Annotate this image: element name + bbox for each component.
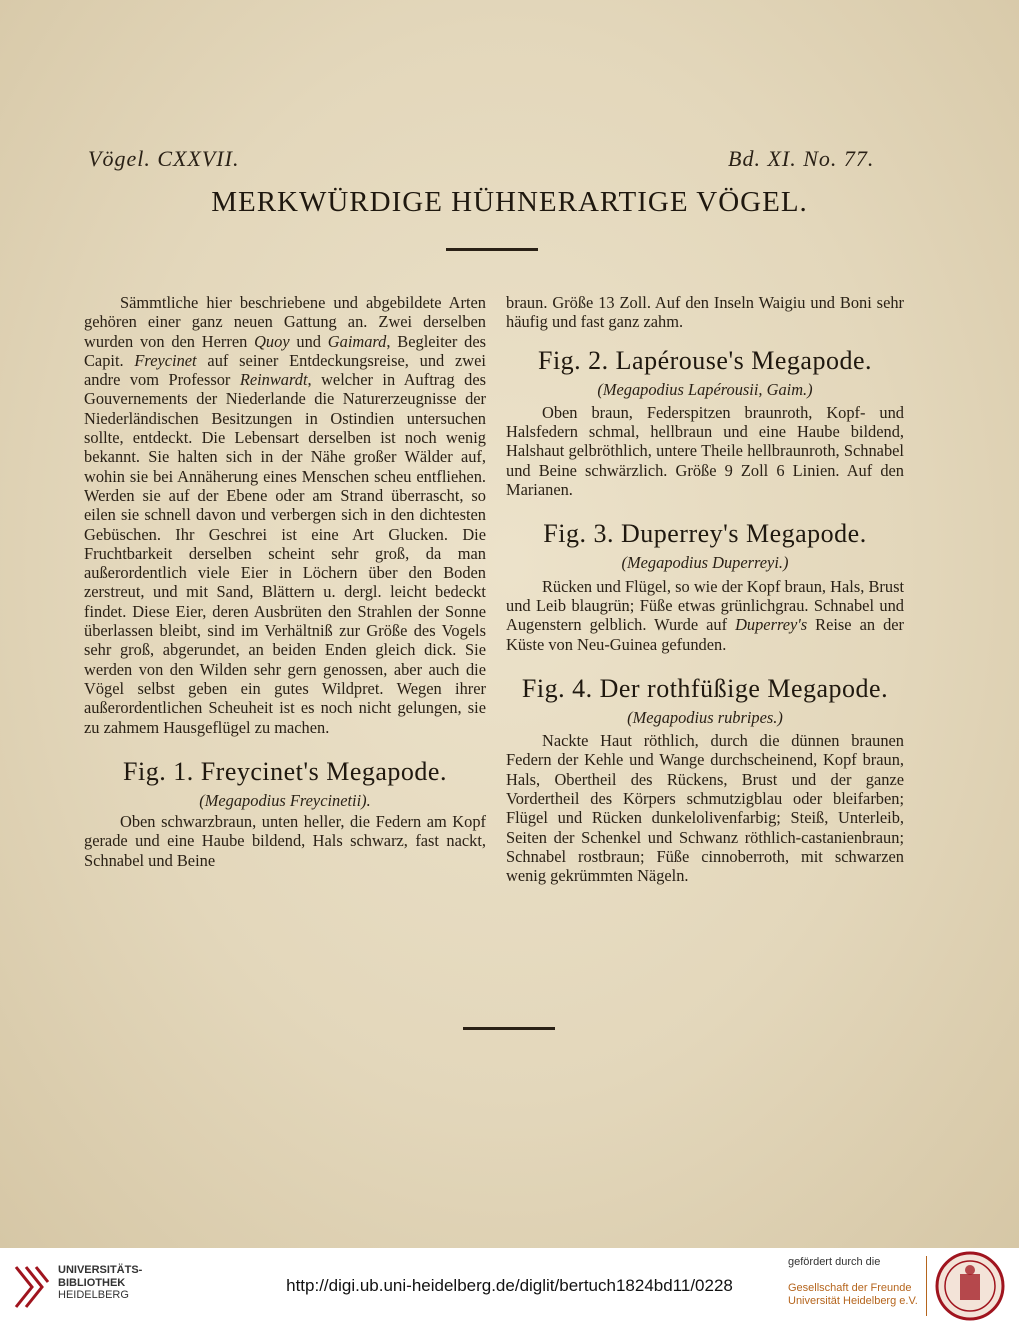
fig2-description: Oben braun, Federspitzen braunroth, Kopf- und Halsfedern schmal, hellbraun und eine Haube bildend, Halshaut gelbröthlich, untere Theile hellbraunroth, Schnabel und Beine schwärzlich. Größe 9 Zoll 6 Linien. Auf den Marianen. [506,402,904,500]
left-column [84,293,486,870]
name-duperrey: Duperrey's [735,615,808,635]
permalink-url[interactable]: http://digi.ub.uni-heidelberg.de/diglit/bertuch1824bd11/0228 [286,1276,733,1295]
fig3-latin-name: (Megapodius Duperreyi.) [621,553,789,573]
sponsor-org-line2: Universität Heidelberg e.V. [788,1295,918,1307]
fig1-heading: Fig. 1. Freycinet's Megapode. [123,756,447,786]
intro-text-3: , Begleiter des Capit. [84,331,487,370]
name-gaimard: Gaimard [327,331,387,351]
sponsor-org-line1: Gesellschaft der Freunde [788,1282,912,1294]
right-column [506,293,904,886]
sponsor-intro: gefördert durch die [788,1256,881,1268]
page-title: MERKWÜRDIGE HÜHNERARTIGE VÖGEL. [211,186,808,218]
volume-number: Bd. XI. No. 77. [728,146,875,171]
intro-text-2: und [289,331,328,351]
fig4-description: Nackte Haut röthlich, durch die dünnen braunen Federn der Kehle und Wange durchscheinend, Kopf braun, Hals, Obertheil des Rückens, Brust und der ganze Vordertheil des Körpers schmutzigblau oder bleifarben; Flügel und Rücken dunkelolivenfarbig; Steiß, Unterleib, Seiten der Schenkel und Schwanz röthlich-castanienbraun; Schnabel rostbraun; Füße cinnoberroth, mit schwarzen wenig gekrümmten Nägeln. [506,731,904,886]
fig4-latin-name: (Megapodius rubripes.) [627,707,783,727]
fig2-latin-name: (Megapodius Lapérousii, Gaim.) [597,379,813,399]
bottom-divider [463,1027,555,1030]
fig3-text-1: Rücken und Flügel, so wie der Kopf braun, Hals, Brust und Leib blaugrün; Füße etwas grünlichgrau. Schnabel und Augenstern gelblich. Wurde auf [506,576,904,635]
library-name-line2: BIBLIOTHEK [58,1276,126,1289]
fig1-latin-name: (Megapodius Freycinetii). [199,790,371,810]
name-reinwardt: Reinwardt [239,370,308,390]
fig1-description-cont: braun. Größe 13 Zoll. Auf den Inseln Waigiu und Boni sehr häufig und fast ganz zahm. [506,293,904,332]
digitization-footer [0,1248,1019,1325]
intro-paragraph [84,293,486,737]
name-freycinet: Freycinet [134,350,197,370]
fig3-text-2: Reise an der Küste von Neu-Guinea gefunden. [506,615,904,654]
library-name-line3: HEIDELBERG [58,1289,129,1301]
library-name-line1: UNIVERSITÄTS- [58,1264,143,1276]
name-quoy: Quoy [254,331,290,351]
intro-text-1: Sämmtliche hier beschriebene und abgebildete Arten gehören einer ganz neuen Gattung an. Zwei derselben wurden von den Herren [84,293,486,351]
fig3-heading: Fig. 3. Duperrey's Megapode. [543,519,867,549]
fig2-heading: Fig. 2. Lapérouse's Megapode. [537,345,872,375]
top-divider [446,248,538,251]
university-seal-icon [934,1250,1006,1322]
sponsor-block [788,1256,918,1308]
sponsor-org [788,1282,918,1308]
intro-text-5: , welcher in Auftrag des Gouvernements der Niederlande die Naturerzeugnisse der Niederländischen Besitzungen in Ostindien untersuchen sollte, entdeckt. Die Lebensart derselben ist noch wenig bekannt. Sie halten sich in der Nähe großer Wälder auf, wohin sie bei Annäherung eines Menschen scheu entfliehen. Werden sie auf der Ebene oder am Strand überrascht, so eilen sie schnell davon und verbergen sich in den dichtesten Gebüschen. Ihr Geschrei ist eine Art Glucken. Die Fruchtbarkeit derselben scheint sehr groß, da man außerordentlich viele Eier in Löchern über den Boden zerstreut, und mit Sand, Blättern u. dergl. leicht bedeckt findet. Diese Eier, deren Ausbrüten den Strahlen der Sonne überlassen bleibt, sind im Verhältniß zur Größe des Vogels sehr groß, abgerundet, an beiden Enden gleich dick. Sie werden von den Wilden sehr gern genossen, aber auch die Vögel selbst geben ein gutes Wildpret. Wegen ihrer außerordentlichen Scheuheit ist es noch nicht gelungen, sie zu zahmem Hausgeflügel zu machen. [84,370,487,737]
fig4-heading: Fig. 4. Der rothfüßige Megapode. [521,673,889,703]
intro-text-4: auf seiner Entdeckungsreise, und zwei andre vom Professor [84,350,486,390]
fig3-description [506,577,904,654]
plate-number: Vögel. CXXVII. [88,146,240,171]
fig1-description: Oben schwarzbraun, unten heller, die Federn am Kopf gerade und eine Haube bildend, Hals schwarz, fast nackt, Schnabel und Beine [84,812,486,870]
sponsor-divider [926,1256,927,1316]
